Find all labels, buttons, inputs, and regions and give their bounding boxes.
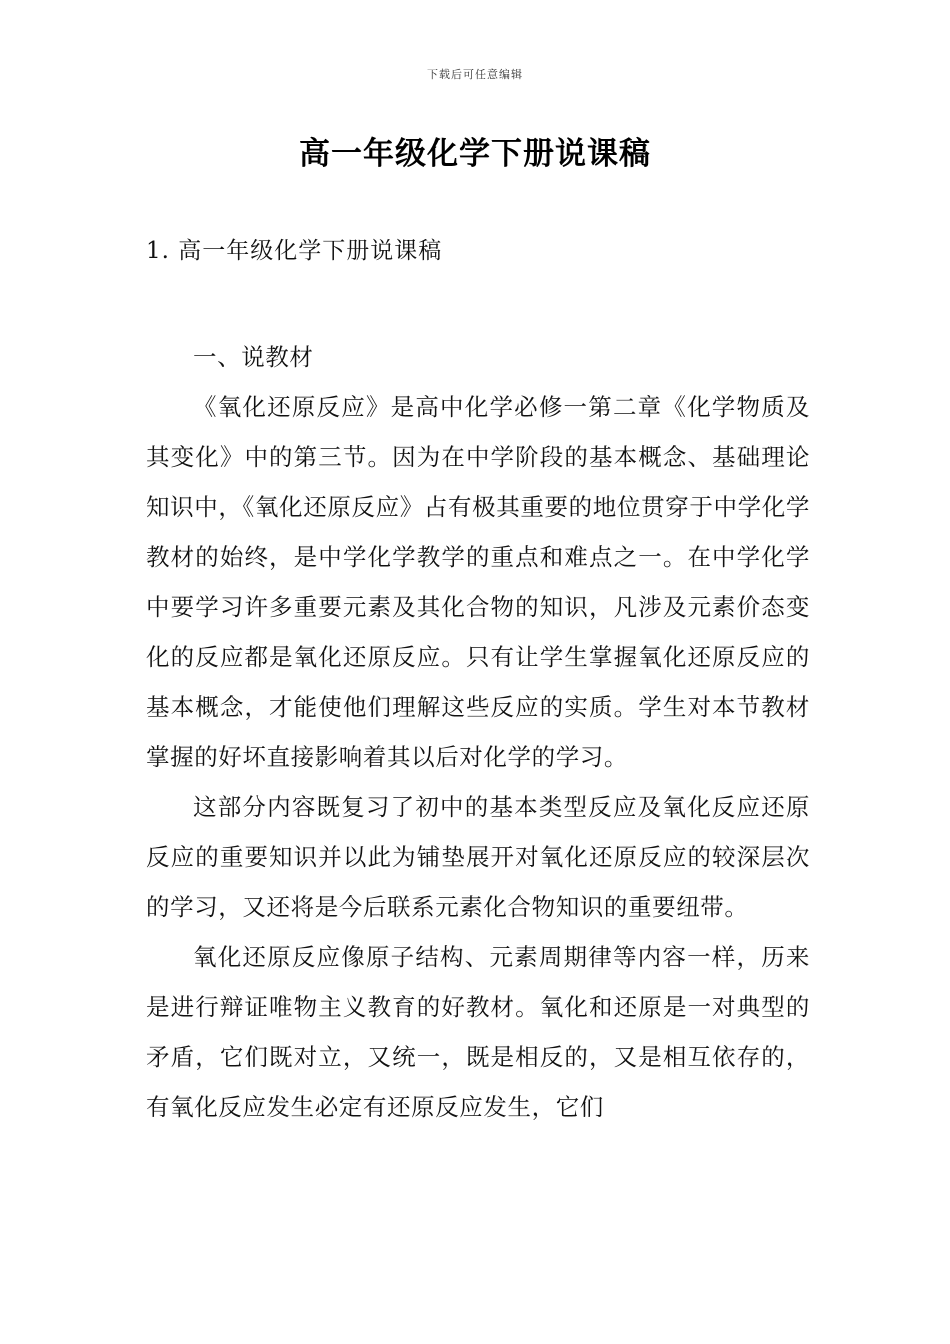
paragraph: 《氧化还原反应》是高中化学必修一第二章《化学物质及其变化》中的第三节。因为在中学阶段的基本概念、基础理论知识中，《氧化还原反应》占有极其重要的地位贯穿于中学化学教材的始终，是中学化学教学的重点和难点之一。在中学化学中要学习许多重要元素及其化合物的知识，凡涉及元素价态变化的反应都是氧化还原反应。只有让学生掌握氧化还原反应的基本概念，才能使他们理解这些反应的实质。学生对本节教材掌握的好坏直接影响着其以后对化学的学习。	[146, 393, 810, 771]
section-heading: 1. 高一年级化学下册说课稿	[146, 238, 443, 264]
paragraph: 这部分内容既复习了初中的基本类型反应及氧化反应还原反应的重要知识并以此为铺垫展开对氧化还原反应的较深层次的学习，又还将是今后联系元素化合物知识的重要纽带。	[146, 793, 810, 921]
document-title: 高一年级化学下册说课稿	[299, 136, 651, 172]
paragraph: 氧化还原反应像原子结构、元素周期律等内容一样，历来是进行辩证唯物主义教育的好教材。氧化和还原是一对典型的矛盾，它们既对立，又统一，既是相反的，又是相互依存的，有氧化反应发生必定有还原反应发生，它们	[146, 943, 810, 1121]
body-text	[146, 332, 810, 1132]
subsection-heading: 一、说教材	[193, 343, 314, 371]
header-note: 下载后可任意编辑	[427, 68, 523, 81]
